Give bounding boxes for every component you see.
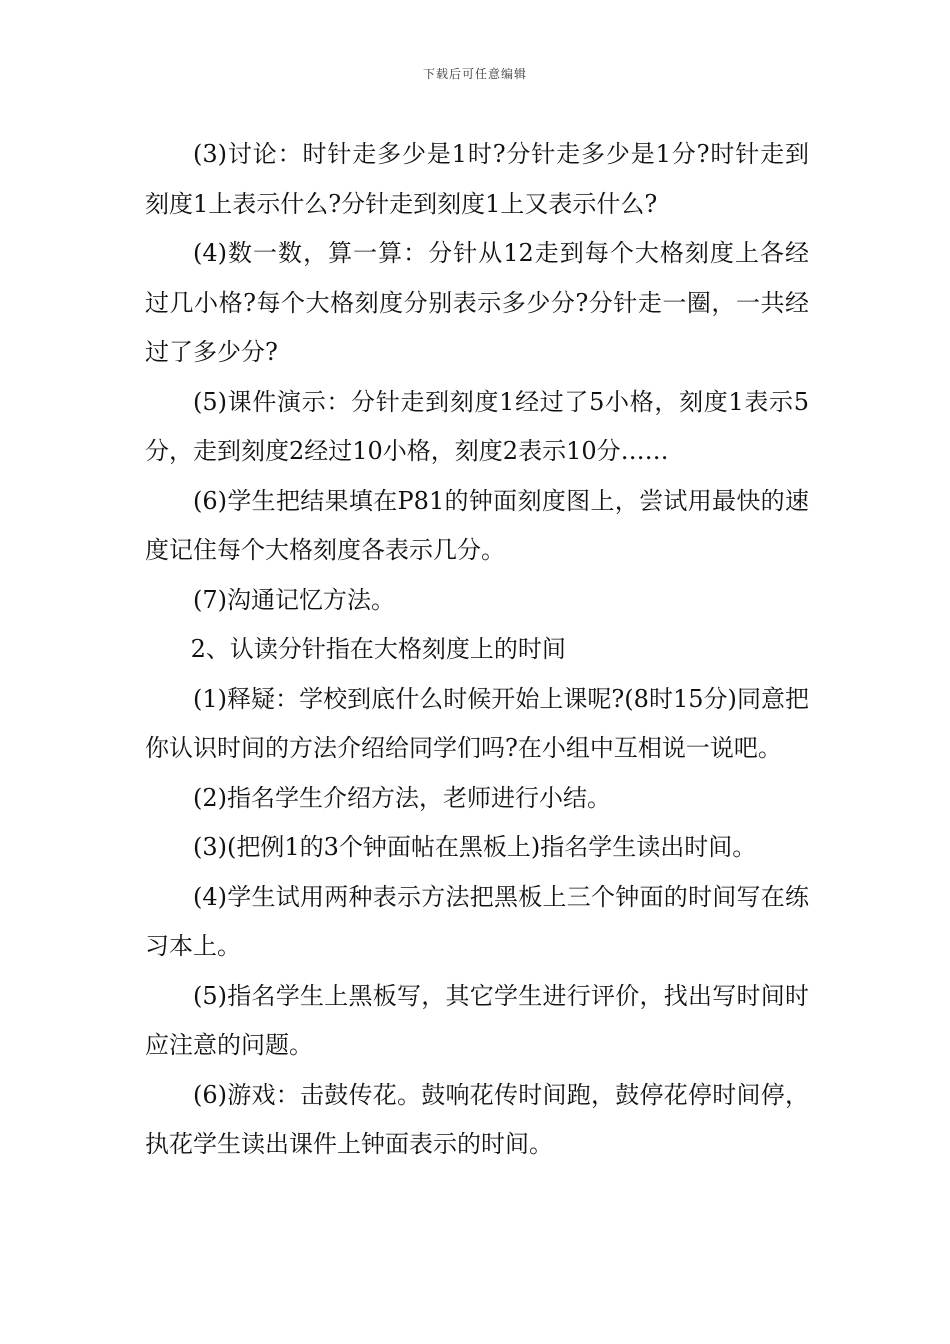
page-header: 下载后可任意编辑: [422, 67, 527, 81]
paragraph-evaluate: (5)指名学生上黑板写，其它学生进行评价，找出写时间时应注意的问题。: [145, 981, 809, 1059]
paragraph-courseware-demo: (5)课件演示：分针走到刻度1经过了5小格，刻度1表示5分，走到刻度2经过10小格，刻度2表示10分……: [145, 387, 809, 465]
paragraph-read-time: (3)(把例1的3个钟面帖在黑板上)指名学生读出时间。: [193, 833, 757, 861]
paragraph-write-time: (4)学生试用两种表示方法把黑板上三个钟面的时间写在练习本上。: [145, 882, 809, 960]
paragraph-count-calculate: (4)数一数，算一算：分针从12走到每个大格刻度上各经过几小格?每个大格刻度分别表示多少分?分针走一圈，一共经过了多少分?: [145, 239, 809, 366]
paragraph-fill-results: (6)学生把结果填在P81的钟面刻度图上，尝试用最快的速度记住每个大格刻度各表示几分。: [145, 486, 809, 564]
paragraph-game: (6)游戏：击鼓传花。鼓响花传时间跑，鼓停花停时间停，执花学生读出课件上钟面表示的时间。: [145, 1080, 809, 1158]
section-heading: 2、认读分针指在大格刻度上的时间: [190, 635, 566, 663]
paragraph-discussion: (3)讨论：时针走多少是1时?分针走多少是1分?时针走到刻度1上表示什么?分针走到刻度1上又表示什么?: [145, 140, 809, 218]
paragraph-introduce-method: (2)指名学生介绍方法，老师进行小结。: [193, 783, 611, 812]
paragraph-clarify: (1)释疑：学校到底什么时候开始上课呢?(8时15分)同意把你认识时间的方法介绍给同学们吗?在小组中互相说一说吧。: [145, 684, 809, 762]
paragraph-memory-method: (7)沟通记忆方法。: [193, 585, 395, 614]
document-body: [145, 130, 809, 1170]
